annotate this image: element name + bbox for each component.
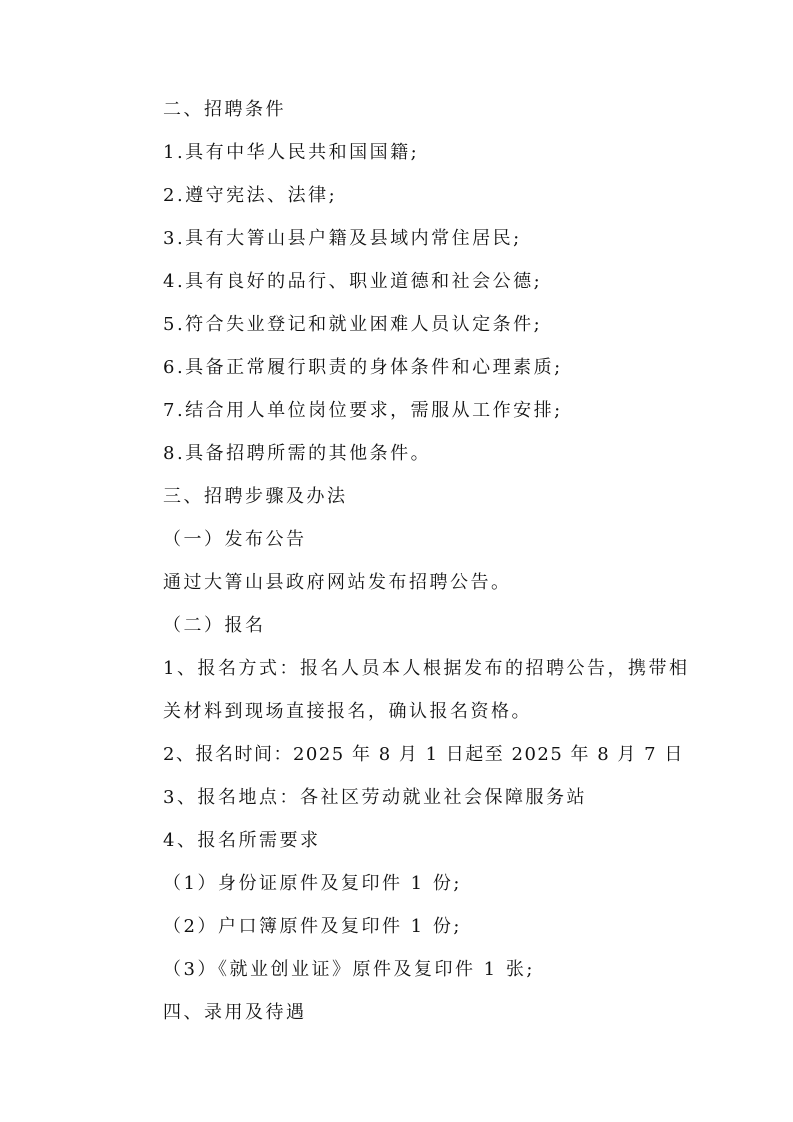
announcement-text: 通过大箐山县政府网站发布招聘公告。 <box>163 572 512 593</box>
registration-requirements: 4、报名所需要求 <box>163 830 321 851</box>
condition-1: 1.具有中华人民共和国国籍; <box>163 142 420 163</box>
heading-recruitment-conditions: 二、招聘条件 <box>163 99 286 120</box>
requirement-3: （3）《就业创业证》原件及复印件 1 张; <box>163 959 535 980</box>
requirement-1: （1）身份证原件及复印件 1 份; <box>163 873 462 894</box>
condition-2: 2.遵守宪法、法律; <box>163 185 338 206</box>
registration-method-line-1: 1、报名方式：报名人员本人根据发布的招聘公告，携带相 <box>163 658 690 679</box>
heading-recruitment-steps: 三、招聘步骤及办法 <box>163 486 348 507</box>
condition-4: 4.具有良好的品行、职业道德和社会公德; <box>163 271 543 292</box>
heading-employment-treatment: 四、录用及待遇 <box>163 1002 307 1023</box>
registration-location: 3、报名地点：各社区劳动就业社会保障服务站 <box>163 787 587 808</box>
subheading-registration: （二）报名 <box>163 615 266 636</box>
condition-7: 7.结合用人单位岗位要求，需服从工作安排; <box>163 400 563 421</box>
requirement-2: （2）户口簿原件及复印件 1 份; <box>163 916 462 937</box>
registration-method-line-2: 关材料到现场直接报名，确认报名资格。 <box>163 701 532 722</box>
condition-3: 3.具有大箐山县户籍及县域内常住居民; <box>163 228 522 249</box>
condition-5: 5.符合失业登记和就业困难人员认定条件; <box>163 314 543 335</box>
condition-8: 8.具备招聘所需的其他条件。 <box>163 443 432 464</box>
registration-time: 2、报名时间：2025 年 8 月 1 日起至 2025 年 8 月 7 日 <box>163 744 684 765</box>
condition-6: 6.具备正常履行职责的身体条件和心理素质; <box>163 357 563 378</box>
subheading-announcement: （一）发布公告 <box>163 529 307 550</box>
